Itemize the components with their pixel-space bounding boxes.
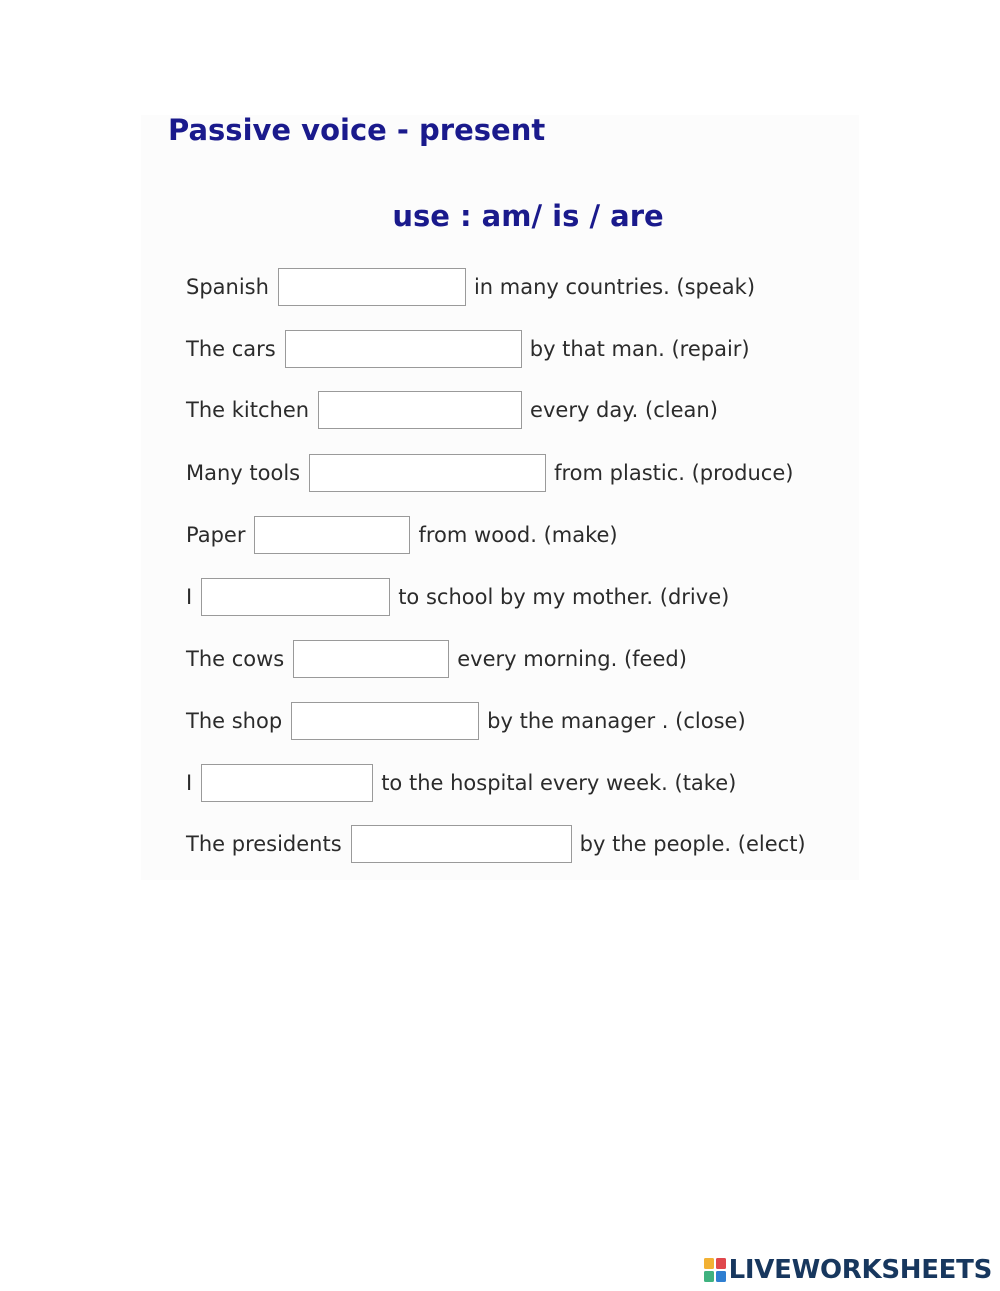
- row-suffix: to school by my mother. (drive): [398, 585, 730, 609]
- answer-input-7[interactable]: [293, 640, 449, 678]
- answer-input-1[interactable]: [278, 268, 466, 306]
- row-suffix: to the hospital every week. (take): [381, 771, 737, 795]
- row-suffix: every morning. (feed): [457, 647, 687, 671]
- row-suffix: by that man. (repair): [529, 337, 750, 361]
- row-prefix: I: [186, 585, 193, 609]
- answer-input-10[interactable]: [351, 825, 572, 863]
- answer-input-8[interactable]: [291, 702, 479, 740]
- worksheet-title: Passive voice - present: [168, 113, 546, 147]
- row-prefix: Spanish: [186, 275, 269, 299]
- answer-input-6[interactable]: [201, 578, 390, 616]
- row-suffix: by the manager . (close): [487, 709, 746, 733]
- row-suffix: by the people. (elect): [579, 832, 806, 856]
- row-prefix: Paper: [186, 523, 246, 547]
- answer-input-5[interactable]: [254, 516, 410, 554]
- answer-input-9[interactable]: [201, 764, 373, 802]
- row-suffix: every day. (clean): [530, 398, 718, 422]
- row-prefix: The kitchen: [186, 398, 310, 422]
- row-prefix: The cars: [186, 337, 276, 361]
- row-suffix: from plastic. (produce): [554, 461, 794, 485]
- exercise-row-5: [186, 515, 618, 555]
- row-prefix: The shop: [186, 709, 283, 733]
- exercise-row-3: [186, 390, 718, 430]
- exercise-row-1: [186, 267, 755, 307]
- row-prefix: The cows: [186, 647, 285, 671]
- exercise-row-2: [186, 329, 750, 369]
- row-suffix: in many countries. (speak): [473, 275, 756, 299]
- row-prefix: The presidents: [186, 832, 342, 856]
- exercise-row-8: [186, 701, 746, 741]
- liveworksheets-logo-icon: [704, 1258, 726, 1282]
- exercise-row-9: [186, 763, 736, 803]
- row-suffix: from wood. (make): [418, 523, 618, 547]
- answer-input-4[interactable]: [309, 454, 546, 492]
- liveworksheets-watermark: [704, 1255, 992, 1285]
- answer-input-3[interactable]: [318, 391, 522, 429]
- worksheet-instruction: use : am/ is / are: [392, 199, 664, 233]
- row-prefix: I: [186, 771, 193, 795]
- exercise-row-10: [186, 824, 806, 864]
- answer-input-2[interactable]: [285, 330, 522, 368]
- exercise-row-7: [186, 639, 687, 679]
- exercise-row-6: [186, 577, 729, 617]
- exercise-row-4: [186, 453, 793, 493]
- row-prefix: Many tools: [186, 461, 301, 485]
- watermark-text: LIVEWORKSHEETS: [728, 1255, 992, 1285]
